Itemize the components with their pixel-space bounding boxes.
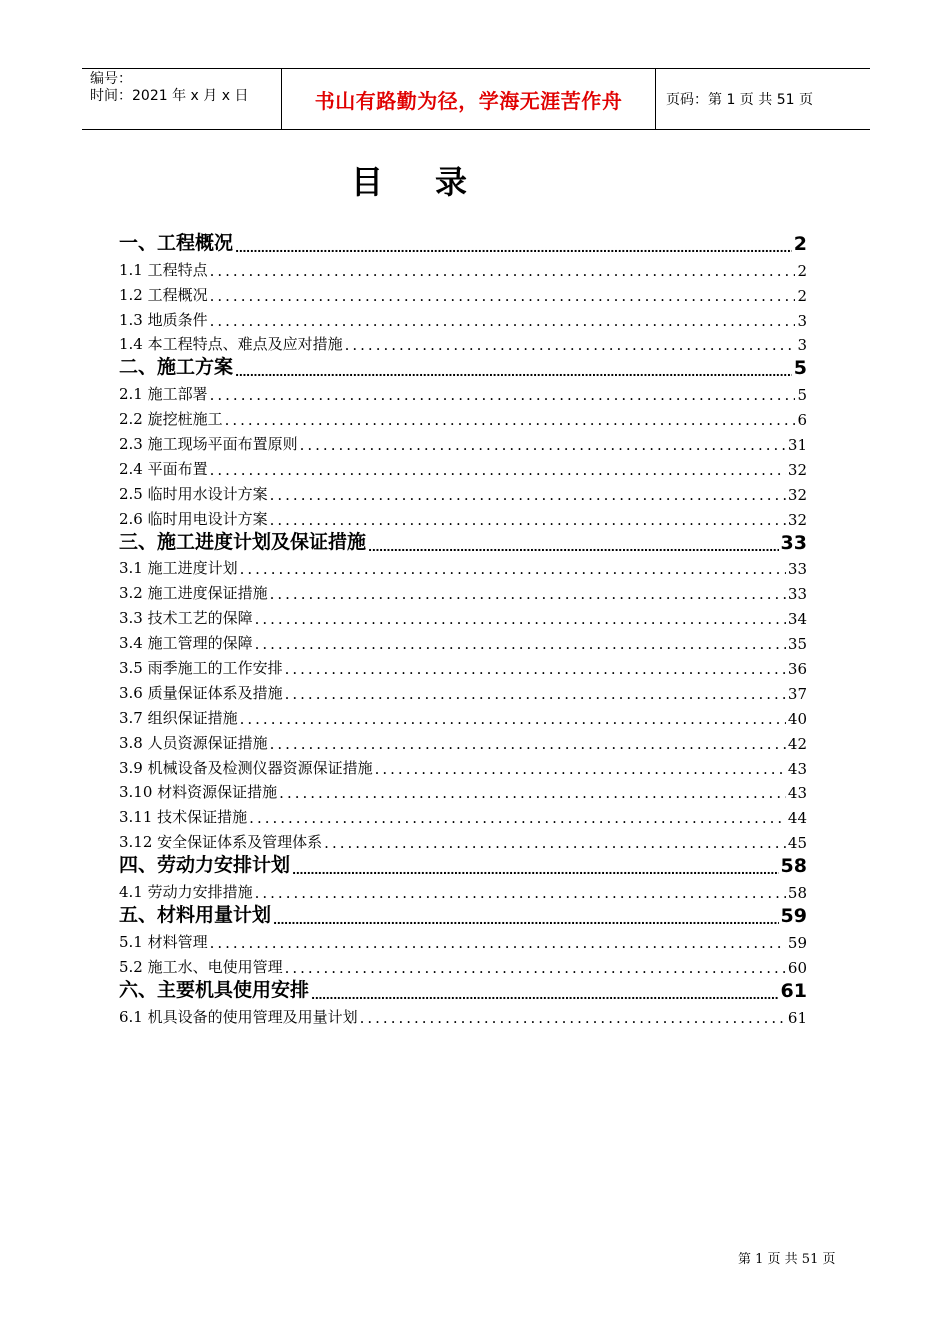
toc-entry-label: 3.3 技术工艺的保障 [119,609,253,628]
toc-section-entry[interactable] [119,927,807,952]
toc-entry-label: 五、材料用量计划 [119,903,272,926]
toc-entry-label: 3.9 机械设备及检测仪器资源保证措施 [119,758,373,777]
toc-entry-label: 3.8 人员资源保证措施 [119,733,268,752]
toc-section-entry[interactable] [119,554,807,579]
toc-leader-dots [285,685,786,703]
toc-section-entry[interactable] [119,479,807,504]
toc-entry-page: 59 [787,933,807,952]
toc-section-entry[interactable] [119,778,807,803]
toc-leader-dots [249,809,786,827]
toc-entry-page: 3 [797,311,807,330]
toc-entry-label: 二、施工方案 [119,356,234,379]
toc-entry-label: 4.1 劳动力安排措施 [119,883,253,902]
toc-leader-dots [255,610,786,628]
toc-entry-page: 42 [787,734,807,753]
toc-section-entry[interactable] [119,255,807,280]
toc-entry-label: 6.1 机具设备的使用管理及用量计划 [119,1007,358,1026]
toc-leader-dots [270,585,786,603]
toc-leader-dots [345,336,796,354]
toc-entry-label: 5.2 施工水、电使用管理 [119,957,283,976]
table-of-contents [119,230,807,1027]
toc-entry-page: 58 [787,884,807,903]
toc-leader-dots [324,834,786,852]
toc-entry-page: 32 [787,510,807,529]
toc-entry-page: 58 [780,855,807,878]
toc-section-entry[interactable] [119,877,807,902]
toc-entry-page: 59 [780,904,807,927]
toc-chapter-entry[interactable] [119,977,807,1002]
toc-section-entry[interactable] [119,305,807,330]
toc-entry-label: 3.2 施工进度保证措施 [119,584,268,603]
header-motto-cell [282,69,656,129]
toc-leader-dots [255,884,786,902]
toc-section-entry[interactable] [119,753,807,778]
toc-entry-label: 3.5 雨季施工的工作安排 [119,659,283,678]
toc-section-entry[interactable] [119,703,807,728]
toc-entry-page: 36 [787,660,807,679]
toc-entry-label: 1.3 地质条件 [119,310,208,329]
toc-entry-page: 44 [787,809,807,828]
toc-entry-label: 3.12 安全保证体系及管理体系 [119,833,323,852]
toc-chapter-entry[interactable] [119,902,807,927]
toc-entry-page: 33 [787,585,807,604]
toc-entry-page: 3 [797,336,807,355]
toc-leader-dots [210,312,796,330]
toc-section-entry[interactable] [119,454,807,479]
toc-entry-label: 2.5 临时用水设计方案 [119,484,268,503]
toc-leader-dots [255,635,786,653]
toc-leader-dots [285,959,786,977]
toc-entry-label: 2.3 施工现场平面布置原则 [119,435,298,454]
toc-section-entry[interactable] [119,628,807,653]
toc-section-entry[interactable] [119,379,807,404]
toc-entry-label: 3.6 质量保证体系及措施 [119,683,283,702]
toc-leader-dots [360,1009,786,1027]
toc-entry-page: 32 [787,460,807,479]
toc-entry-label: 2.4 平面布置 [119,459,208,478]
header-motto: 书山有路勤为径，学海无涯苦作舟 [314,88,623,113]
toc-entry-page: 2 [797,261,807,280]
toc-leader-dots [210,262,796,280]
toc-entry-page: 61 [780,979,807,1002]
toc-leader-dots [225,411,796,429]
toc-leader-dots [270,486,786,504]
toc-leader-dots [210,934,786,952]
header-meta [82,69,282,129]
toc-section-entry[interactable] [119,429,807,454]
toc-chapter-entry[interactable] [119,230,807,255]
toc-entry-page: 33 [787,560,807,579]
toc-entry-page: 60 [787,958,807,977]
toc-entry-page: 40 [787,709,807,728]
toc-leader-dots [311,989,779,1002]
toc-section-entry[interactable] [119,404,807,429]
toc-leader-dots [273,914,779,927]
toc-section-entry[interactable] [119,952,807,977]
toc-entry-page: 43 [787,784,807,803]
toc-section-entry[interactable] [119,802,807,827]
toc-entry-label: 3.1 施工进度计划 [119,559,238,578]
toc-entry-label: 1.1 工程特点 [119,260,208,279]
toc-leader-dots [235,242,792,255]
toc-leader-dots [279,784,786,802]
toc-section-entry[interactable] [119,1002,807,1027]
toc-entry-page: 32 [787,485,807,504]
toc-entry-label: 2.1 施工部署 [119,385,208,404]
toc-entry-page: 37 [787,684,807,703]
toc-leader-dots [210,287,796,305]
toc-chapter-entry[interactable] [119,529,807,554]
toc-entry-label: 3.4 施工管理的保障 [119,634,253,653]
toc-entry-label: 四、劳动力安排计划 [119,854,291,877]
toc-entry-page: 31 [787,436,807,455]
toc-section-entry[interactable] [119,827,807,852]
toc-section-entry[interactable] [119,280,807,305]
toc-chapter-entry[interactable] [119,852,807,877]
toc-leader-dots [292,864,779,877]
toc-leader-dots [210,386,796,404]
toc-entry-label: 一、工程概况 [119,231,234,254]
toc-section-entry[interactable] [119,504,807,529]
toc-entry-label: 六、主要机具使用安排 [119,978,310,1001]
toc-section-entry[interactable] [119,728,807,753]
toc-leader-dots [375,760,786,778]
toc-entry-label: 3.10 材料资源保证措施 [119,783,278,802]
toc-leader-dots [300,436,786,454]
toc-entry-page: 61 [787,1008,807,1027]
toc-section-entry[interactable] [119,330,807,355]
page-title: 目录 [350,163,519,201]
toc-leader-dots [285,660,786,678]
toc-entry-page: 5 [793,357,807,380]
toc-leader-dots [270,735,786,753]
toc-entry-page: 2 [793,232,807,255]
toc-chapter-entry[interactable] [119,354,807,379]
toc-entry-label: 3.7 组织保证措施 [119,708,238,727]
toc-entry-label: 2.2 旋挖桩施工 [119,410,223,429]
document-header [82,68,870,130]
toc-entry-label: 3.11 技术保证措施 [119,808,248,827]
toc-leader-dots [368,541,779,554]
header-page-info: 页码：第 1 页 共 51 页 [666,92,813,108]
toc-section-entry[interactable] [119,653,807,678]
page-footer: 第 1 页 共 51 页 [738,1252,836,1267]
toc-entry-label: 三、施工进度计划及保证措施 [119,530,367,553]
toc-entry-label: 1.2 工程概况 [119,285,208,304]
toc-entry-page: 45 [787,834,807,853]
time-label: 时间：2021 年 x 月 x 日 [90,88,249,104]
toc-entry-page: 2 [797,286,807,305]
toc-entry-page: 5 [797,386,807,405]
toc-leader-dots [240,560,786,578]
toc-entry-page: 6 [797,411,807,430]
toc-entry-page: 34 [787,610,807,629]
toc-leader-dots [240,710,786,728]
header-page-info-cell [656,69,870,129]
toc-entry-page: 33 [780,531,807,554]
toc-section-entry[interactable] [119,578,807,603]
toc-leader-dots [235,366,792,379]
toc-leader-dots [210,461,786,479]
toc-section-entry[interactable] [119,678,807,703]
toc-section-entry[interactable] [119,603,807,628]
toc-entry-label: 2.6 临时用电设计方案 [119,509,268,528]
number-label: 编号： [90,71,132,87]
toc-entry-page: 43 [787,759,807,778]
toc-entry-label: 1.4 本工程特点、难点及应对措施 [119,335,343,354]
toc-entry-page: 35 [787,635,807,654]
toc-entry-label: 5.1 材料管理 [119,932,208,951]
